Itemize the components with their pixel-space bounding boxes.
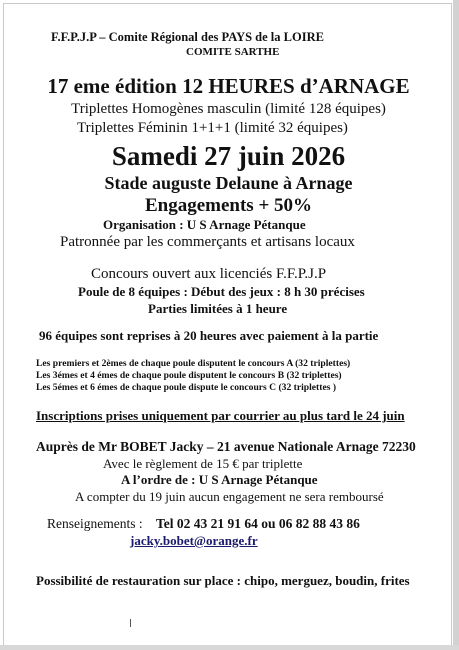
header-comite: COMITE SARTHE (186, 46, 280, 58)
patronage: Patronnée par les commerçants et artisans locaux (60, 234, 355, 250)
concours-c: Les 5émes et 6 émes de chaque poule dispute le concours C (32 triplettes ) (36, 382, 337, 393)
registration-notice: Inscriptions prises uniquement par courrier au plus tard le 24 juin (36, 408, 405, 423)
concours-a: Les premiers et 2èmes de chaque poule disputent le concours A (32 triplettes) (36, 358, 351, 369)
category-masculin: Triplettes Homogènes masculin (limité 128 équipes) (71, 101, 386, 117)
engagements: Engagements + 50% (144, 195, 313, 216)
registration-refund: A compter du 19 juin aucun engagement ne sera remboursé (75, 489, 384, 504)
scan-edge-bottom (0, 645, 459, 650)
food-info: Possibilité de restauration sur place : chipo, merguez, boudin, frites (36, 573, 410, 588)
event-venue: Stade auguste Delaune à Arnage (104, 173, 353, 193)
contact-email-link[interactable]: jacky.bobet@orange.fr (130, 533, 258, 548)
event-title: 17 eme édition 12 HEURES d’ARNAGE (47, 74, 410, 98)
registration-payment: Avec le règlement de 15 € par triplette (103, 456, 303, 471)
open-to: Concours ouvert aux licenciés F.F.P.J.P (91, 266, 327, 282)
contact-phones: Tel 02 43 21 91 64 ou 06 82 88 43 86 (156, 516, 360, 531)
flyer-page (3, 3, 452, 646)
pools-schedule: Poule de 8 équipes : Début des jeux : 8 h 30 précises (78, 284, 365, 299)
event-date: Samedi 27 juin 2026 (111, 141, 346, 171)
contact-label: Renseignements : (47, 516, 143, 531)
stray-mark (130, 619, 131, 627)
parties-limit: Parties limitées à 1 heure (148, 301, 288, 316)
header-federation: F.F.P.J.P – Comite Régional des PAYS de la LOIRE (51, 30, 324, 44)
concours-b: Les 3émes et 4 émes de chaque poule disputent le concours B (32 triplettes) (36, 370, 342, 381)
registration-order: A l’ordre de : U S Arnage Pétanque (121, 472, 318, 487)
organisation: Organisation : U S Arnage Pétanque (103, 217, 306, 232)
scan-edge-right (453, 0, 459, 650)
category-feminin: Triplettes Féminin 1+1+1 (limité 32 équipes) (77, 120, 348, 136)
resumption: 96 équipes sont reprises à 20 heures avec paiement à la partie (39, 328, 379, 343)
registration-address: Auprès de Mr BOBET Jacky – 21 avenue Nationale Arnage 72230 (36, 439, 416, 454)
